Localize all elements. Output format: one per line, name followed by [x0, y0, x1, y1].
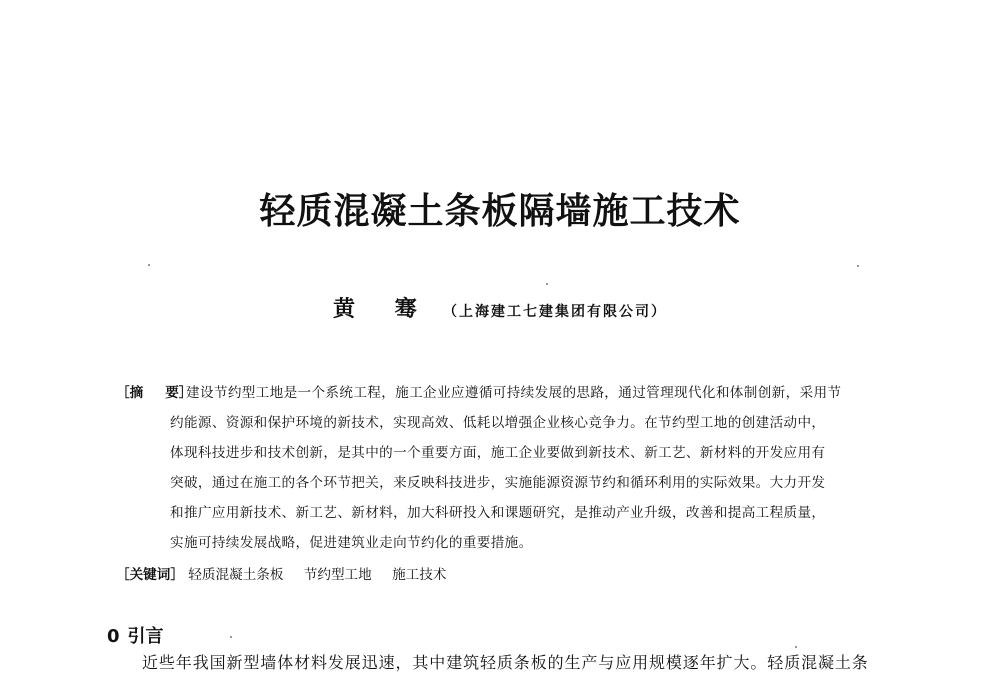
body-paragraph: 近些年我国新型墙体材料发展迅速，其中建筑轻质条板的生产与应用规模逐年扩大。轻质混凝土条 [142, 653, 869, 672]
keyword: 施工技术 [392, 567, 447, 583]
section-title: 引言 [127, 626, 164, 647]
abstract [116, 378, 912, 558]
byline [0, 292, 1000, 323]
author-name: 黄 骞 [332, 296, 433, 322]
abstract-line: 约能源、资源和保护环境的新技术，实现高效、低耗以增强企业核心竞争力。在节约型工地的创建活动中， [170, 415, 826, 431]
keyword: 轻质混凝土条板 [188, 567, 284, 583]
section-heading [107, 622, 164, 648]
keyword: 节约型工地 [303, 567, 372, 583]
abstract-first-line [116, 378, 912, 408]
abstract-line: 建设节约型工地是一个系统工程，施工企业应遵循可持续发展的思路，通过管理现代化和体制创新，采用节 [186, 385, 842, 401]
keywords [116, 563, 462, 583]
abstract-line: 体现科技进步和技术创新，是其中的一个重要方面，施工企业要做到新技术、新工艺、新材料的开发应用有 [170, 445, 826, 461]
scan-speck [230, 636, 232, 638]
author-affiliation: （上海建工七建集团有限公司） [443, 304, 668, 320]
abstract-line: 和推广应用新技术、新工艺、新材料，加大科研投入和课题研究，是推动产业升级，改善和提高工程质量， [170, 505, 826, 521]
scan-speck [148, 264, 150, 266]
scan-speck [546, 283, 548, 285]
keywords-label: ［关键词］ [116, 567, 184, 583]
section-number: 0 [107, 626, 120, 647]
abstract-line: 实施可持续发展战略，促进建筑业走向节约化的重要措施。 [170, 535, 533, 551]
scan-speck [857, 265, 859, 267]
abstract-label-right: 要］ [165, 385, 193, 401]
abstract-line: 突破，通过在施工的各个环节把关，来反映科技进步，实施能源资源节约和循环利用的实际效果。大力开发 [170, 475, 826, 491]
scan-speck [795, 646, 797, 648]
paper-title: 轻质混凝土条板隔墙施工技术 [259, 191, 741, 232]
abstract-label-left: ［摘 [116, 385, 144, 401]
abstract-label [116, 378, 193, 408]
